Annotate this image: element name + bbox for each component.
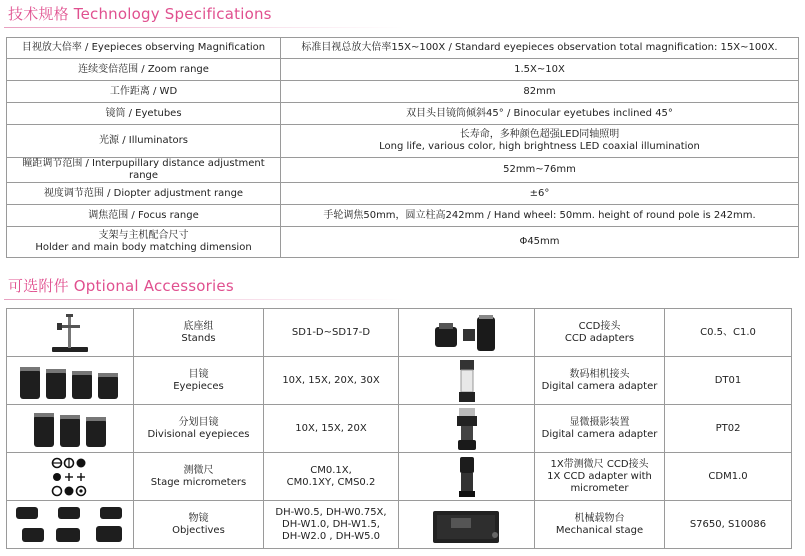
stand-icon [40, 311, 100, 355]
accessory-image-cell [7, 453, 134, 501]
accessory-row [7, 405, 792, 453]
spec-row [7, 158, 799, 183]
spec-value: Φ45mm [281, 227, 799, 258]
spec-value: 双目头目镜筒倾斜45° / Binocular eyetubes inclined 45° [281, 103, 799, 125]
accessory-name: 机械载物台 Mechanical stage [535, 501, 665, 549]
accessory-model: DH-W0.5, DH-W0.75X, DH-W1.0, DH-W1.5, DH-W2.0 , DH-W5.0 [264, 501, 399, 549]
accessory-model: PT02 [665, 405, 792, 453]
accessory-model: C0.5、C1.0 [665, 309, 792, 357]
accessory-image-cell [399, 405, 535, 453]
objectives-icon [12, 504, 128, 546]
spec-table [6, 37, 799, 258]
spec-row [7, 103, 799, 125]
accessory-image-cell [7, 501, 134, 549]
accessory-name: 数码相机接头 Digital camera adapter [535, 357, 665, 405]
spec-label: 连续变倍范围 / Zoom range [7, 59, 281, 81]
accessory-image-cell [7, 405, 134, 453]
spec-label: 光源 / Illuminators [7, 125, 281, 158]
spec-row [7, 59, 799, 81]
accessory-image-cell [399, 357, 535, 405]
spec-label: 工作距离 / WD [7, 81, 281, 103]
spec-title-underline [4, 27, 404, 28]
accessory-row [7, 357, 792, 405]
accessory-model: CM0.1X, CM0.1XY, CMS0.2 [264, 453, 399, 501]
spec-section-title: 技术规格 Technology Specifications [8, 5, 272, 23]
mechanical-stage-icon [429, 505, 505, 545]
accessory-name: 1X带测微尺 CCD接头 1X CCD adapter with micrometer [535, 453, 665, 501]
eyepieces-icon [18, 361, 122, 401]
accessories-table [6, 308, 792, 549]
ccd-micrometer-adapter-icon [455, 455, 479, 499]
spec-value: 82mm [281, 81, 799, 103]
accessory-image-cell [399, 309, 535, 357]
accessory-model: SD1-D~SD17-D [264, 309, 399, 357]
accessory-row [7, 453, 792, 501]
accessory-name: 分划目镜 Divisional eyepieces [134, 405, 264, 453]
spec-row [7, 81, 799, 103]
accessory-name: 物镜 Objectives [134, 501, 264, 549]
spec-value: ±6° [281, 183, 799, 205]
ccd-adapter-icon [427, 313, 507, 353]
accessory-model: S7650, S10086 [665, 501, 792, 549]
spec-row [7, 38, 799, 59]
accessory-image-cell [399, 453, 535, 501]
spec-value: 长寿命，多种颜色超强LED同轴照明 Long life, various color, high brightness LED coaxial illumination [281, 125, 799, 158]
acc-title-underline [4, 299, 404, 300]
accessory-model: CDM1.0 [665, 453, 792, 501]
divisional-eyepieces-icon [32, 409, 108, 449]
spec-label: 视度调节范围 / Diopter adjustment range [7, 183, 281, 205]
accessory-name: CCD接头 CCD adapters [535, 309, 665, 357]
spec-value: 手轮调焦50mm，圆立柱高242mm / Hand wheel: 50mm. height of round pole is 242mm. [281, 205, 799, 227]
accessory-image-cell [399, 501, 535, 549]
stage-micrometer-icon [50, 457, 90, 497]
spec-label: 镜筒 / Eyetubes [7, 103, 281, 125]
spec-value: 1.5X~10X [281, 59, 799, 81]
spec-label: 调焦范围 / Focus range [7, 205, 281, 227]
accessory-image-cell [7, 357, 134, 405]
accessory-name: 测微尺 Stage micrometers [134, 453, 264, 501]
spec-row [7, 125, 799, 158]
accessory-image-cell [7, 309, 134, 357]
accessory-name: 目镜 Eyepieces [134, 357, 264, 405]
spec-label: 支架与主机配合尺寸 Holder and main body matching dimension [7, 227, 281, 258]
accessory-model: 10X, 15X, 20X [264, 405, 399, 453]
accessory-row [7, 501, 792, 549]
spec-row [7, 205, 799, 227]
spec-row [7, 227, 799, 258]
spec-label: 瞳距调节范围 / Interpupillary distance adjustment range [7, 158, 281, 183]
spec-row [7, 183, 799, 205]
accessory-model: 10X, 15X, 20X, 30X [264, 357, 399, 405]
accessory-name: 底座组 Stands [134, 309, 264, 357]
spec-label: 目视放大倍率 / Eyepieces observing Magnification [7, 38, 281, 59]
spec-value: 标准目视总放大倍率15X~100X / Standard eyepieces observation total magnification: 15X~100X. [281, 38, 799, 59]
photo-device-icon [450, 406, 484, 452]
accessory-name: 显微摄影装置 Digital camera adapter [535, 405, 665, 453]
accessory-model: DT01 [665, 357, 792, 405]
acc-section-title: 可选附件 Optional Accessories [8, 277, 234, 295]
accessory-row [7, 309, 792, 357]
spec-value: 52mm~76mm [281, 158, 799, 183]
digital-camera-adapter-icon [452, 358, 482, 404]
